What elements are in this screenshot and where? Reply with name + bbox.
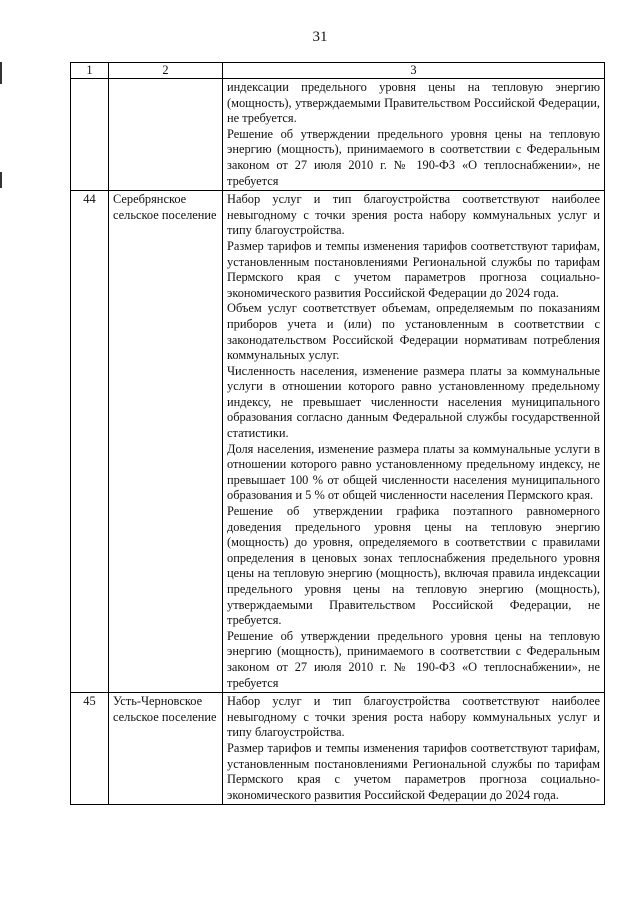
row-text: [223, 191, 605, 693]
row-text: [223, 79, 605, 191]
table-row: [71, 191, 605, 693]
table-row: [71, 693, 605, 805]
left-margin-mark-bottom: [0, 172, 2, 188]
table-header-row: [71, 63, 605, 79]
settlement-name: Усть-Черновское сельское поселение: [109, 693, 223, 805]
column-header-number: 1: [71, 63, 109, 79]
column-header-name: 2: [109, 63, 223, 79]
document-table: [70, 62, 605, 805]
paragraph: Численность населения, изменение размера платы за коммунальные услуги в отношении которого равно установленному предельному индексу, не превышает численности населения муниципального образования согласно данным Федеральной службы государственной статистики.: [227, 363, 600, 441]
settlement-name: Серебрянское сельское поселение: [109, 191, 223, 693]
paragraph: Решение об утверждении предельного уровня цены на тепловую энергию (мощность), принимаемого в соответствии с Федеральным законом от 27 июля 2010 г. № 190-ФЗ «О теплоснабжении», не требуется: [227, 628, 600, 690]
paragraph: Доля населения, изменение размера платы за коммунальные услуги в отношении которого равно установленному предельному индексу, не превышает 100 % от общей численности населения муниципального образования и 5 % от общей численности населения Пермского края.: [227, 441, 600, 503]
paragraph: Размер тарифов и темпы изменения тарифов соответствуют тарифам, установленным постановлениями Региональной службы по тарифам Пермского края с учетом параметров прогноза социально-экономического развития Российской Федерации до 2024 года.: [227, 238, 600, 300]
row-number: [71, 79, 109, 191]
row-text: [223, 693, 605, 805]
column-header-text: 3: [223, 63, 605, 79]
table-row: [71, 79, 605, 191]
paragraph: Объем услуг соответствует объемам, определяемым по показаниям приборов учета и (или) по установленным в соответствии с законодательством Российской Федерации нормативам потребления коммунальных услуг.: [227, 301, 600, 363]
left-margin-mark-top: [0, 62, 2, 84]
settlement-name: [109, 79, 223, 191]
paragraph: Размер тарифов и темпы изменения тарифов соответствуют тарифам, установленным постановлениями Региональной службы по тарифам Пермского края с учетом параметров прогноза социально-экономического развития Российской Федерации до 2024 года.: [227, 740, 600, 802]
paragraph: Набор услуг и тип благоустройства соответствуют наиболее невыгодному с точки зрения роста набору коммунальных услуг и типу благоустройства.: [227, 192, 600, 238]
page-number: 31: [312, 29, 328, 45]
row-number: 44: [71, 191, 109, 693]
paragraph: Набор услуг и тип благоустройства соответствуют наиболее невыгодному с точки зрения роста набору коммунальных услуг и типу благоустройства.: [227, 694, 600, 740]
paragraph: Решение об утверждении предельного уровня цены на тепловую энергию (мощность), принимаемого в соответствии с Федеральным законом от 27 июля 2010 г. № 190-ФЗ «О теплоснабжении», не требуется: [227, 126, 600, 188]
paragraph: Решение об утверждении графика поэтапного равномерного доведения предельного уровня цены на тепловую энергию (мощность) до уровня, определяемого в соответствии с правилами определения в ценовых зонах теплоснабжения предельного уровня цены на тепловую энергию (мощность), включая правила индексации предельного уровня цены на тепловую энергию (мощность), утверждаемыми Правительством Российской Федерации, не требуется.: [227, 504, 600, 628]
paragraph: индексации предельного уровня цены на тепловую энергию (мощность), утверждаемыми Правительством Российской Федерации, не требуется.: [227, 80, 600, 126]
row-number: 45: [71, 693, 109, 805]
